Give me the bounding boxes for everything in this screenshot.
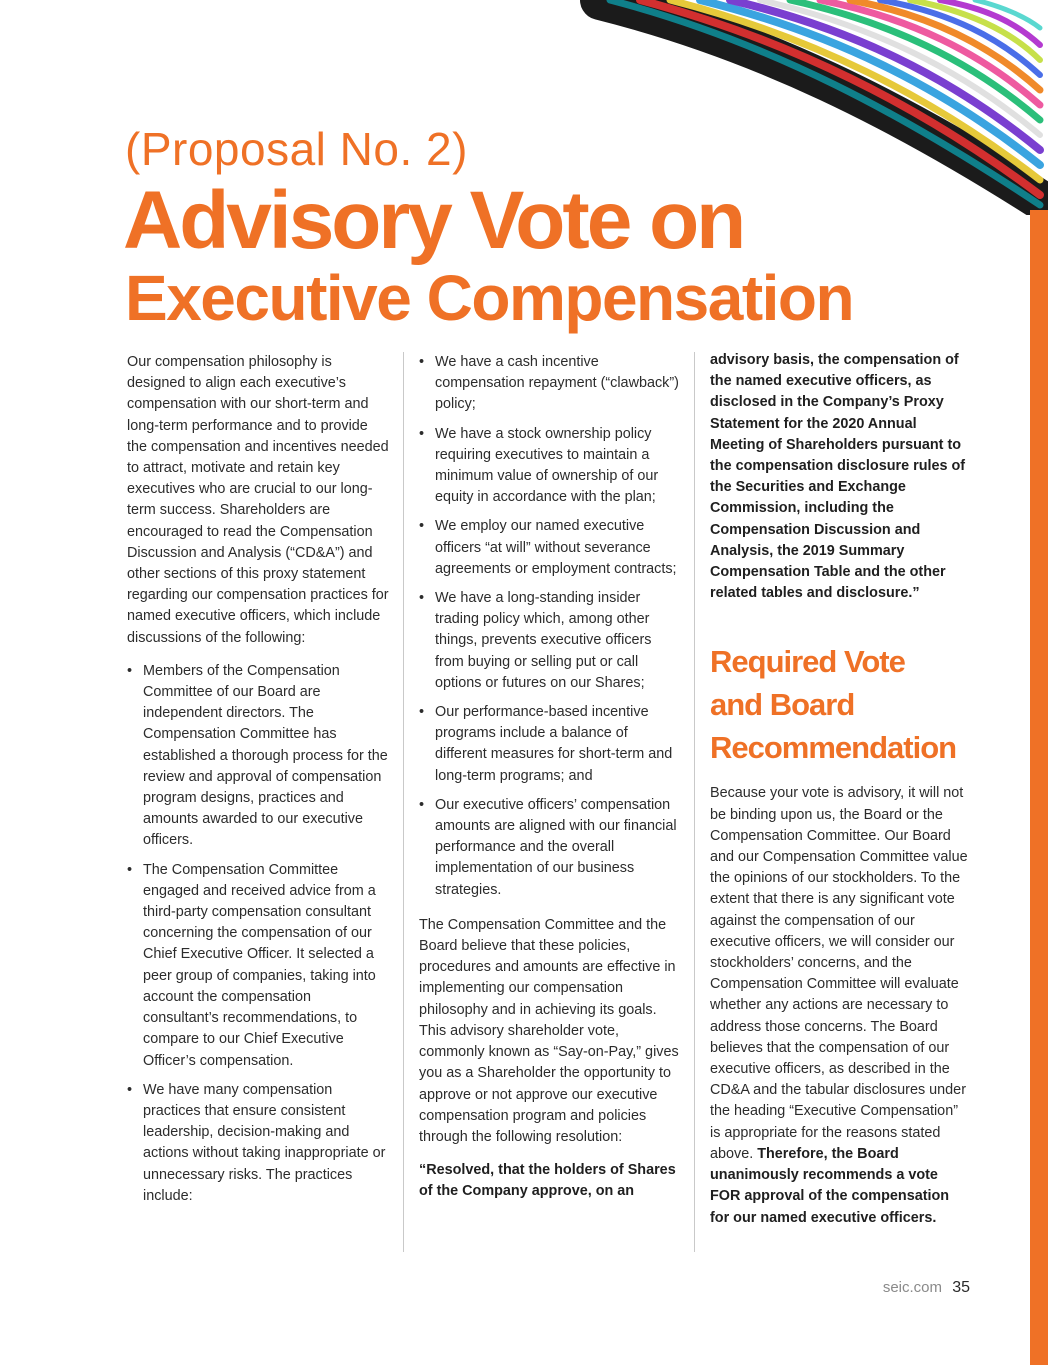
recommendation-body: Because your vote is advisory, it will not be binding upon us, the Board or the Compensation Committee. Our Board and our Compensation Committee value the opinions of our stockholders. To the extent that there is any significant vote against the compensation of our executive officers, we will consider our stockholders’ concerns, and the Compensation Committee will evaluate whether any actions are necessary to address those concerns. The Board believes that the compensation of our executive officers, as described in the CD&A and the tabular disclosures under the heading “Executive Compensation” is appropriate for the reasons stated above. bbox=[710, 785, 968, 1162]
list-item: • We have a stock ownership policy requiring executives to maintain a minimum value of ownership of our equity in accordance with the plan; bbox=[419, 424, 679, 509]
resolution-end: advisory basis, the compensation of the named executive officers, as disclosed in the Company’s Proxy Statement for the 2020 Annual Meeting of Shareholders pursuant to the compensation disclosure rules of the Securities and Exchange Commission, including the Compensation Discussion and Analysis, the 2019 Summary Compensation Table and the other related tables and disclosure.” bbox=[710, 352, 966, 602]
resolution-start: “Resolved, that the holders of Shares of the Company approve, on an bbox=[419, 1162, 676, 1200]
list-item: • We have a long-standing insider trading policy which, among other things, prevents executive officers from buying or selling put or call options or futures on our Shares; bbox=[419, 588, 679, 694]
section-heading-line: Required Vote bbox=[710, 644, 905, 680]
footer-site: seic.com bbox=[882, 1279, 943, 1296]
list-item: • Members of the Compensation Committee of our Board are independent directors. The Compensation Committee has established a thorough process for the review and approval of compensation program designs, practices and amounts awarded to our executive officers. bbox=[127, 661, 389, 852]
page-number: 35 bbox=[952, 1279, 970, 1296]
practices-list bbox=[419, 352, 679, 901]
list-item: • The Compensation Committee engaged and received advice from a third-party compensation consultant concerning the compensation of our Chief Executive Officer. It selected a peer group of companies, taking into account the compensation consultant’s recommendations, to compare to our Chief Executive Officer’s compensation. bbox=[127, 860, 389, 1072]
list-item: • Our performance-based incentive programs include a balance of different measures for short-term and long-term programs; and bbox=[419, 702, 679, 787]
intro-paragraph: Our compensation philosophy is designed to align each executive’s compensation with our short-term and long-term performance and to provide the compensation and incentives needed to attract, motivate and retain key executives who are crucial to our long-term success. Shareholders are encouraged to read the Compensation Discussion and Analysis (“CD&A”) and other sections of this proxy statement regarding our compensation practices for named executive officers, which include discussions of the following: bbox=[127, 354, 389, 646]
page-title-line-1: Advisory Vote on bbox=[123, 175, 744, 266]
column-1 bbox=[127, 352, 389, 1215]
proposal-label: (Proposal No. 2) bbox=[125, 123, 468, 175]
page-footer bbox=[883, 1279, 970, 1297]
section-heading-line: Recommendation bbox=[710, 730, 957, 766]
list-item: • Our executive officers’ compensation amounts are aligned with our financial performance and the overall implementation of our business strategies. bbox=[419, 795, 679, 901]
orange-side-bar bbox=[1030, 210, 1048, 1365]
section-heading bbox=[710, 640, 968, 769]
list-item: • We employ our named executive officers “at will” without severance agreements or employment contracts; bbox=[419, 516, 679, 580]
column-3 bbox=[694, 352, 968, 1252]
section-heading-line: and Board bbox=[710, 687, 855, 723]
bullet-list bbox=[127, 661, 389, 1207]
page-title-line-2: Executive Compensation bbox=[125, 262, 854, 334]
recommendation-bold: Therefore, the Board unanimously recommends a vote FOR approval of the compensation for our named executive officers. bbox=[710, 1145, 950, 1226]
recommendation-paragraph bbox=[710, 783, 968, 1228]
column-2 bbox=[403, 352, 679, 1252]
say-on-pay-paragraph: The Compensation Committee and the Board believe that these policies, procedures and amounts are effective in implementing our compensation philosophy and in achieving its goals. This advisory shareholder vote, commonly known as “Say-on-Pay,” gives you as a Shareholder the opportunity to approve or not approve our executive compensation program and policies through the following resolution: bbox=[419, 916, 679, 1145]
list-item: • We have a cash incentive compensation repayment (“clawback”) policy; bbox=[419, 352, 679, 416]
list-item: • We have many compensation practices that ensure consistent leadership, decision-making and actions without taking inappropriate or unnecessary risks. The practices include: bbox=[127, 1080, 389, 1207]
